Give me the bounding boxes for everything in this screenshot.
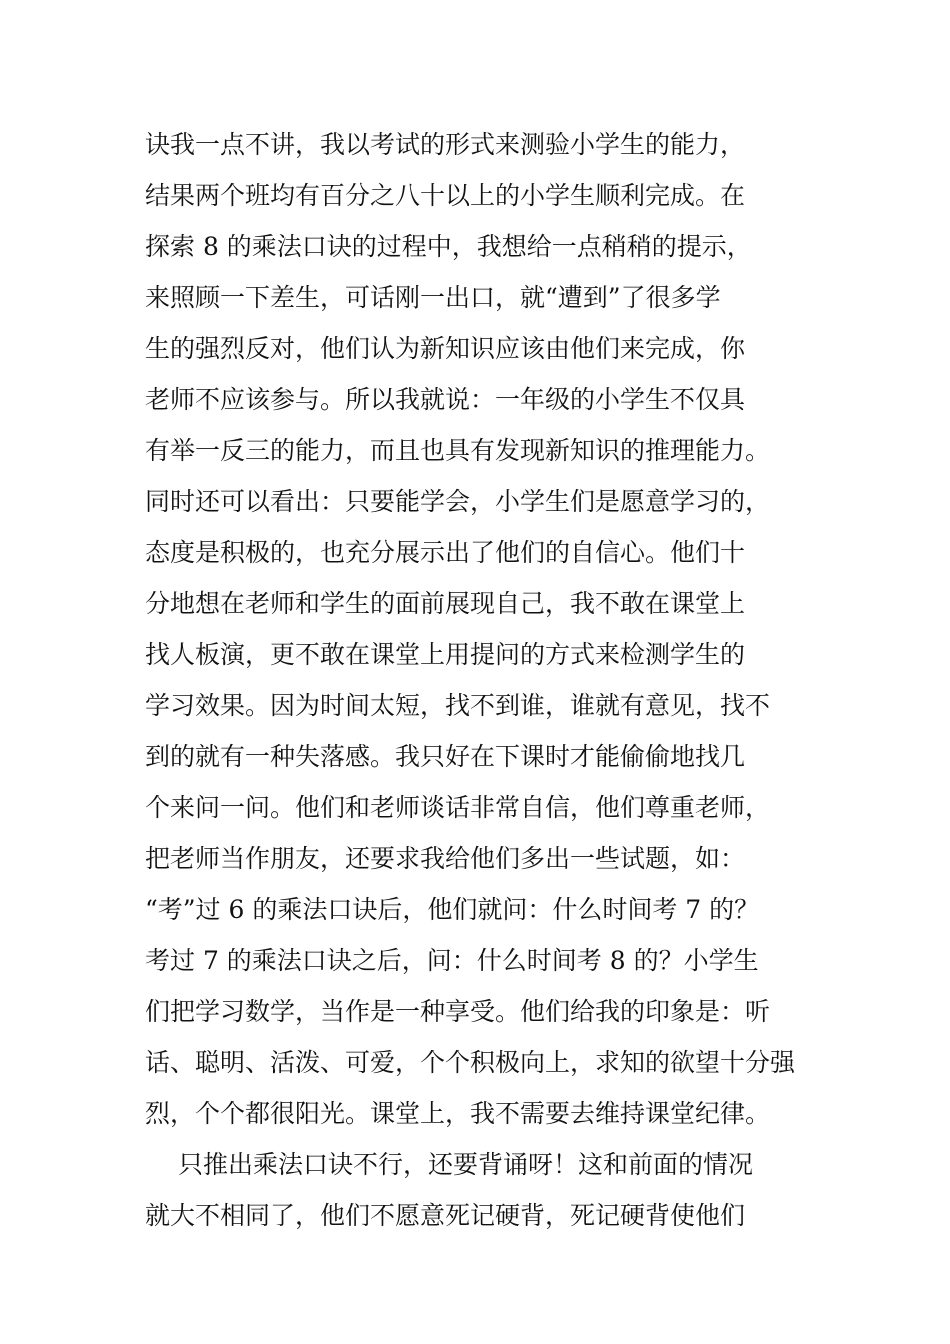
text-line: 烈，个个都很阳光。课堂上，我不需要去维持课堂纪律。 <box>145 1099 771 1128</box>
text-line: 生的强烈反对，他们认为新知识应该由他们来完成，你 <box>145 334 746 363</box>
text-line: 探索 8 的乘法口诀的过程中，我想给一点稍稍的提示， <box>145 232 752 261</box>
text-line: 态度是积极的，也充分展示出了他们的自信心。他们十 <box>145 538 746 567</box>
text-line: 同时还可以看出：只要能学会，小学生们是愿意学习的， <box>145 487 771 516</box>
text-line: 诀我一点不讲，我以考试的形式来测验小学生的能力， <box>145 130 746 159</box>
text-line: 老师不应该参与。所以我就说：一年级的小学生不仅具 <box>145 385 746 414</box>
text-line: 有举一反三的能力，而且也具有发现新知识的推理能力。 <box>145 436 771 465</box>
text-line: 到的就有一种失落感。我只好在下课时才能偷偷地找几 <box>145 742 746 771</box>
text-line: 学习效果。因为时间太短，找不到谁，谁就有意见，找不 <box>145 691 771 720</box>
paragraph-start-line: 只推出乘法口诀不行，还要背诵呀！这和前面的情况 <box>178 1150 754 1179</box>
text-line: 分地想在老师和学生的面前展现自己，我不敢在课堂上 <box>145 589 746 618</box>
text-line: 考过 7 的乘法口诀之后，问：什么时间考 8 的？小学生 <box>145 946 759 975</box>
text-line: 们把学习数学，当作是一种享受。他们给我的印象是：听 <box>145 997 771 1026</box>
body-text <box>145 124 796 1246</box>
text-line: 找人板演，更不敢在课堂上用提问的方式来检测学生的 <box>145 640 746 669</box>
text-line: 就大不相同了，他们不愿意死记硬背，死记硬背使他们 <box>145 1201 746 1230</box>
text-line: “考”过 6 的乘法口诀后，他们就问：什么时间考 7 的？ <box>145 895 760 924</box>
text-line: 结果两个班均有百分之八十以上的小学生顺利完成。在 <box>145 181 746 210</box>
text-line: 把老师当作朋友，还要求我给他们多出一些试题，如： <box>145 844 746 873</box>
text-line: 来照顾一下差生，可话刚一出口，就“遭到”了很多学 <box>145 283 721 312</box>
text-line: 话、聪明、活泼、可爱，个个积极向上，求知的欲望十分强 <box>145 1048 796 1077</box>
text-line: 个来问一问。他们和老师谈话非常自信，他们尊重老师， <box>145 793 771 822</box>
